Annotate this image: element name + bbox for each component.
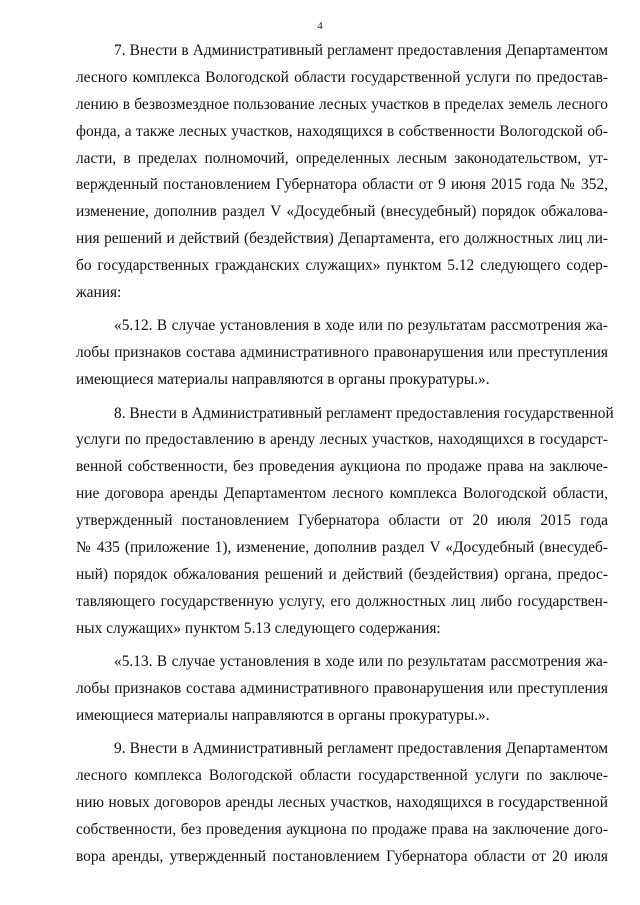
text-line: имеющиеся материалы направляются в органы прокуратуры.». — [76, 371, 490, 389]
text-line: 9. Внести в Административный регламент предоставления Департаментом — [114, 740, 608, 758]
paragraph-7 — [76, 38, 608, 307]
text-line: услуги по предоставлению в аренду лесных участков, находящихся в государст- — [76, 431, 608, 449]
text-line: 8. Внести в Административный регламент предоставления государственной — [114, 404, 614, 422]
text-line: имеющиеся материалы направляются в органы прокуратуры.». — [76, 706, 490, 724]
text-line: ных служащих» пунктом 5.13 следующего содержания: — [76, 619, 441, 637]
text-line: тавляющего государственную услугу, его должностных лиц либо государствен- — [76, 592, 608, 610]
paragraph-quote-5-13 — [76, 649, 608, 730]
text-line: собственности, без проведения аукциона по продаже права на заключение дого- — [76, 820, 608, 838]
text-line: утвержденный постановлением Губернатора области от 20 июля 2015 года — [76, 512, 608, 530]
paragraph-9 — [76, 736, 608, 870]
page-number: 4 — [317, 20, 323, 32]
text-line: лесного комплекса Вологодской области государственной услуги по заключе- — [76, 767, 608, 785]
text-line: «5.12. В случае установления в ходе или по результатам рассмотрения жа- — [114, 317, 608, 335]
text-line: лобы признаков состава административного правонарушения или преступления — [76, 344, 608, 362]
text-line: № 435 (приложение 1), изменение, дополнив раздел V «Досудебный (внесудеб- — [76, 539, 608, 557]
text-line: лесного комплекса Вологодской области государственной услуги по предостав- — [76, 68, 608, 86]
paragraph-quote-5-12 — [76, 313, 608, 394]
text-line: фонда, а также лесных участков, находящихся в собственности Вологодской об- — [76, 122, 608, 140]
text-line: вержденный постановлением Губернатора области от 9 июня 2015 года № 352, — [76, 176, 608, 194]
text-line: ный) порядок обжалования решений и действий (бездействия) органа, предос- — [76, 565, 608, 583]
text-line: ния решений и действий (бездействия) Департамента, его должностных лиц ли- — [76, 230, 608, 248]
text-line: изменение, дополнив раздел V «Досудебный (внесудебный) порядок обжалова- — [76, 203, 608, 221]
text-line: ласти, в пределах полномочий, определенных лесным законодательством, ут- — [76, 149, 608, 167]
text-line: жания: — [76, 284, 122, 302]
text-line: нию новых договоров аренды лесных участков, находящихся в государственной — [76, 794, 608, 812]
text-line: 7. Внести в Административный регламент предоставления Департаментом — [114, 42, 608, 59]
text-line: лению в безвозмездное пользование лесных участков в пределах земель лесного — [76, 95, 608, 113]
text-line: венной собственности, без проведения аукциона по продаже права на заключе- — [76, 458, 608, 476]
text-line: «5.13. В случае установления в ходе или по результатам рассмотрения жа- — [114, 653, 608, 671]
paragraph-8 — [76, 401, 614, 643]
text-line: бо государственных гражданских служащих» пунктом 5.12 следующего содер- — [76, 257, 608, 275]
text-line: лобы признаков состава административного правонарушения или преступления — [76, 679, 608, 697]
document-body — [76, 38, 614, 871]
text-line: ние договора аренды Департаментом лесного комплекса Вологодской области, — [76, 485, 608, 503]
text-line: вора аренды, утвержденный постановлением Губернатора области от 20 июля — [76, 847, 608, 865]
